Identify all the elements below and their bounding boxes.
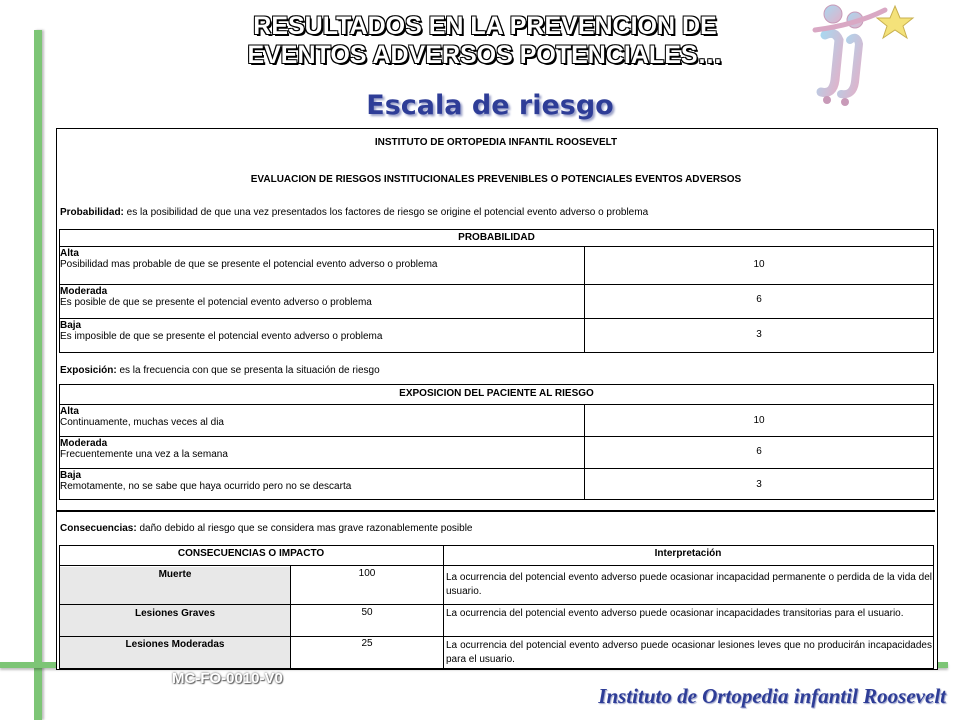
consecuencias-interp-lesiones-graves: La ocurrencia del potencial evento adverso puede ocasionar incapacidades transitorias para el usuario.: [446, 608, 904, 619]
consecuencias-interp-muerte: La ocurrencia del potencial evento adverso puede ocasionar incapacidad permanente o perdida de la vida del usuario.: [446, 572, 932, 597]
probabilidad-row-moderada: Moderada Es posible de que se presente el potencial evento adverso o problema: [60, 286, 372, 308]
consecuencias-level-lesiones-graves: Lesiones Graves: [134, 608, 216, 619]
slide-title: [140, 12, 830, 70]
consecuencias-level-lesiones-moderadas: Lesiones Moderadas: [125, 639, 225, 650]
probabilidad-header: PROBABILIDAD: [458, 232, 535, 243]
consecuencias-value-lesiones-graves: 50: [361, 607, 373, 618]
footer-document-code: MC-FO-0010-V0: [172, 670, 283, 687]
probabilidad-value-alta: 10: [753, 259, 765, 270]
probabilidad-term: Probabilidad:: [60, 207, 124, 218]
consecuencias-value-muerte: 100: [358, 568, 376, 579]
title-line-1: RESULTADOS EN LA PREVENCION DE: [253, 12, 717, 40]
jj-star-logo-icon: [795, 0, 925, 110]
exposicion-row-moderada: Moderada Frecuentemente una vez a la semana: [60, 438, 228, 460]
exposicion-definition: [60, 365, 932, 376]
interpretacion-header: Interpretación: [654, 548, 722, 559]
exposicion-text: es la frecuencia con que se presenta la situación de riesgo: [116, 365, 380, 376]
exposicion-term: Exposición:: [60, 365, 117, 376]
footer-institute-name: Instituto de Ortopedia infantil Roosevelt: [598, 684, 946, 708]
probabilidad-value-baja: 3: [756, 329, 762, 340]
exposicion-row-alta: Alta Continuamente, muchas veces al dia: [60, 406, 224, 428]
consecuencias-interp-lesiones-moderadas: La ocurrencia del potencial evento adverso puede ocasionar lesiones leves que no producirán incapacidades para el usuario.: [446, 640, 932, 665]
probabilidad-row-alta: Alta Posibilidad mas probable de que se presente el potencial evento adverso o problema: [60, 248, 438, 270]
probabilidad-text: es la posibilidad de que una vez presentados los factores de riesgo se origine el potencial evento adverso o problema: [123, 207, 649, 218]
probabilidad-definition: [60, 207, 932, 218]
exposicion-value-moderada: 6: [756, 446, 762, 457]
probabilidad-row-baja: Baja Es imposible de que se presente el potencial evento adverso o problema: [60, 320, 383, 342]
consecuencias-header: CONSECUENCIAS O IMPACTO: [177, 548, 325, 559]
exposicion-value-alta: 10: [753, 415, 765, 426]
title-line-2: EVENTOS ADVERSOS POTENCIALES…: [247, 41, 723, 69]
accent-vertical-bar: [34, 30, 42, 720]
exposicion-value-baja: 3: [756, 479, 762, 490]
exposicion-row-baja: Baja Remotamente, no se sabe que haya ocurrido pero no se descarta: [60, 470, 352, 492]
consecuencias-term: Consecuencias:: [60, 523, 137, 534]
slide-subtitle: Escala de riesgo: [366, 90, 614, 121]
exposicion-header: EXPOSICION DEL PACIENTE AL RIESGO: [399, 388, 594, 399]
consecuencias-level-muerte: Muerte: [158, 569, 192, 580]
institute-name: INSTITUTO DE ORTOPEDIA INFANTIL ROOSEVELT: [374, 137, 618, 148]
consecuencias-text: daño debido al riesgo que se considera mas grave razonablemente posible: [136, 523, 473, 534]
risk-scale-document: [56, 128, 938, 670]
evaluation-title: EVALUACION DE RIESGOS INSTITUCIONALES PREVENIBLES O POTENCIALES EVENTOS ADVERSOS: [250, 174, 742, 185]
consecuencias-definition: [60, 523, 932, 534]
probabilidad-value-moderada: 6: [756, 294, 762, 305]
consecuencias-value-lesiones-moderadas: 25: [361, 638, 373, 649]
